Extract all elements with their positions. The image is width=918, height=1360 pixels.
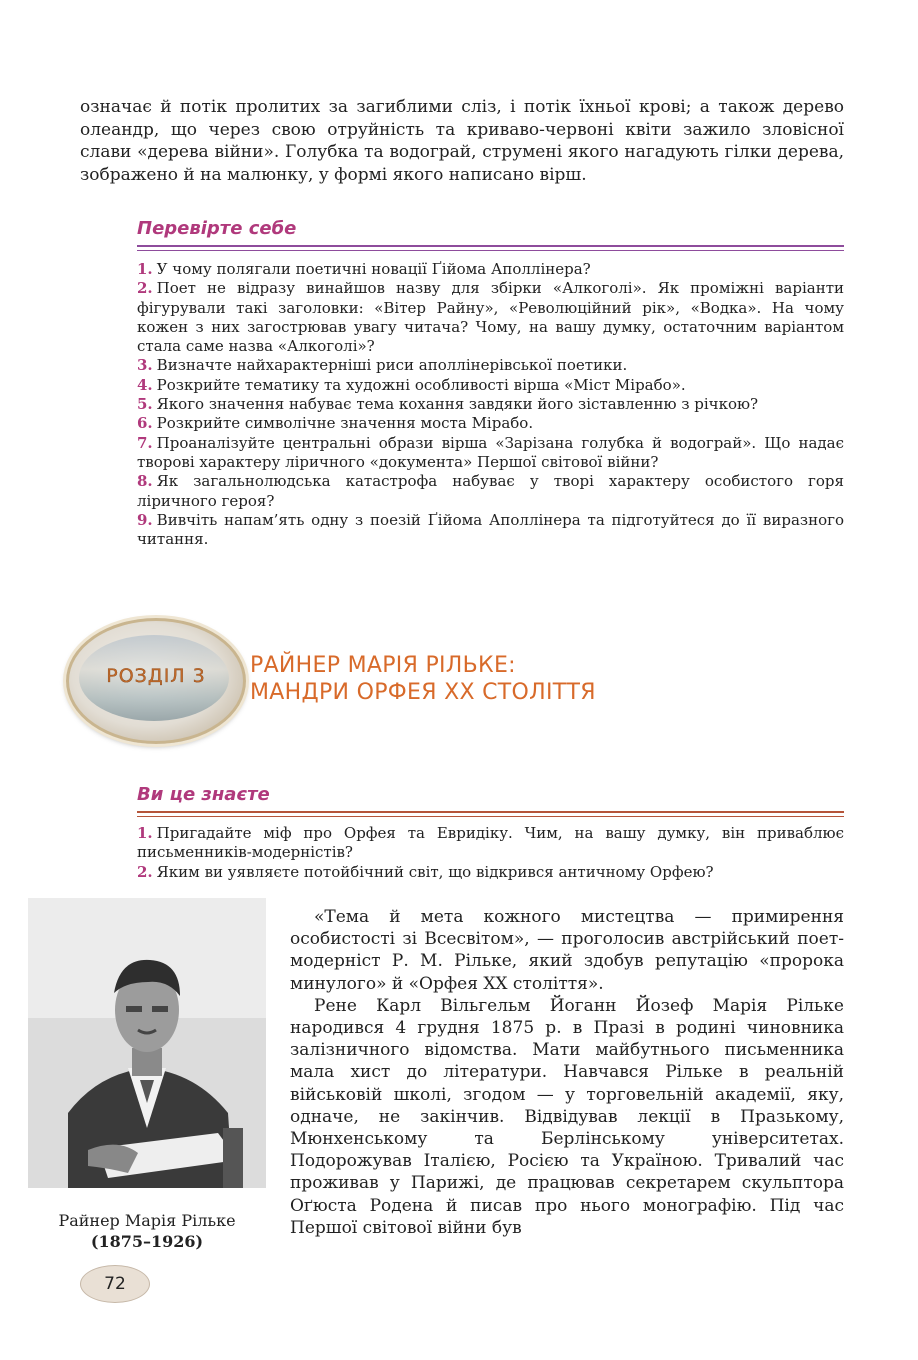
question-item: 7. Проаналізуйте центральні образи вірша «Зарізана голубка й водограй». Що надає творові характеру ліричного «документа» Першої світової війни? xyxy=(137,433,844,471)
body-paragraph: Рене Карл Вільгельм Йоганн Йозеф Марія Рільке народився 4 грудня 1875 р. в Празі в родині чиновника залізничного відомства. Мати майбутнього письменника мала хист до літератури. Навчався Рільке в реальній військовій школі, згодом — у торговельній академії, яку, одначе, не закінчив. Відвідував лекції в Празькому, Мюнхенському та Берлінському університетах. Подорожував Італією, Росією та Україною. Тривалий час проживав у Парижі, де працював секретарем скульптора Оґюста Родена й писав про нього монографію. Під час Першої світової війни був xyxy=(290,995,844,1238)
caption-years: (1875–1926) xyxy=(90,1232,204,1251)
section-divider-thin xyxy=(137,250,844,251)
chapter-badge xyxy=(66,618,246,744)
portrait-illustration xyxy=(28,898,266,1188)
question-item: 5. Якого значення набуває тема кохання завдяки його зіставленню з річкою? xyxy=(137,395,759,414)
chapter-title-line1: РАЙНЕР МАРІЯ РІЛЬКЕ: xyxy=(250,653,516,678)
question-item: 3. Визначте найхарактерніші риси аполлінерівської поетики. xyxy=(137,356,628,375)
question-item: 9. Вивчіть напам’ять одну з поезій Ґійома Аполлінера та підготуйтеся до її виразного читання. xyxy=(137,510,844,549)
question-item: 2. Поет не відразу винайшов назву для збірки «Алкоголі». Як проміжні варіанти фігурували такі заголовки: «Вітер Райну», «Революційний рік», «Водка». На чому кожен з них загострював увагу читача? Чому, на вашу думку, остаточним варіантом стала саме назва «Алкоголі»? xyxy=(137,279,844,356)
check-questions-list xyxy=(137,260,844,549)
rilke-portrait-photo xyxy=(28,898,266,1188)
question-item: 1. Пригадайте міф про Орфея та Евридіку. Чим, на вашу думку, він приваблює письменників-модерністів? xyxy=(137,824,844,862)
check-yourself-title: Перевірте себе xyxy=(137,218,297,239)
biography-text xyxy=(290,906,844,1239)
you-know-this-title: Ви це знаєте xyxy=(137,784,270,805)
chapter-label: РОЗДІЛ 3 xyxy=(106,665,206,687)
chapter-title-line2: МАНДРИ ОРФЕЯ XX СТОЛІТТЯ xyxy=(250,680,596,705)
intro-paragraph: означає й потік пролитих за загиблими сліз, і потік їхньої крові; а також дерево олеандр, що через свою отруйність та криваво-червоні квіти зажило зловісної слави «дерева війни». Голубка та водограй, струмені якого нагадують гілки дерева, зображено й на малюнку, у формі якого написано вірш. xyxy=(80,97,844,185)
question-item: 1. У чому полягали поетичні новації Ґійома Аполлінера? xyxy=(137,260,591,278)
page-number: 72 xyxy=(80,1265,150,1303)
question-item: 2. Яким ви уявляєте потойбічний світ, що відкрився античному Орфею? xyxy=(137,862,714,881)
body-paragraph: «Тема й мета кожного мистецтва — примирення особистості зі Всесвітом», — проголосив австрійський поет-модерніст Р. М. Рільке, який здобув репутацію «пророка минулого» й «Орфея XX століття». xyxy=(290,907,844,994)
portrait-caption xyxy=(28,1210,266,1252)
section-divider-thin xyxy=(137,816,844,817)
chapter-title xyxy=(250,652,596,706)
question-item: 8. Як загальнолюдська катастрофа набуває у творі характеру особистого горя ліричного героя? xyxy=(137,472,844,510)
question-item: 6. Розкрийте символічне значення моста Мірабо. xyxy=(137,414,534,433)
know-questions-list xyxy=(137,824,844,882)
question-item: 4. Розкрийте тематику та художні особливості вірша «Міст Мірабо». xyxy=(137,375,686,394)
caption-name: Райнер Марія Рільке xyxy=(58,1211,236,1230)
section-divider xyxy=(137,245,844,247)
section-divider xyxy=(137,811,844,813)
